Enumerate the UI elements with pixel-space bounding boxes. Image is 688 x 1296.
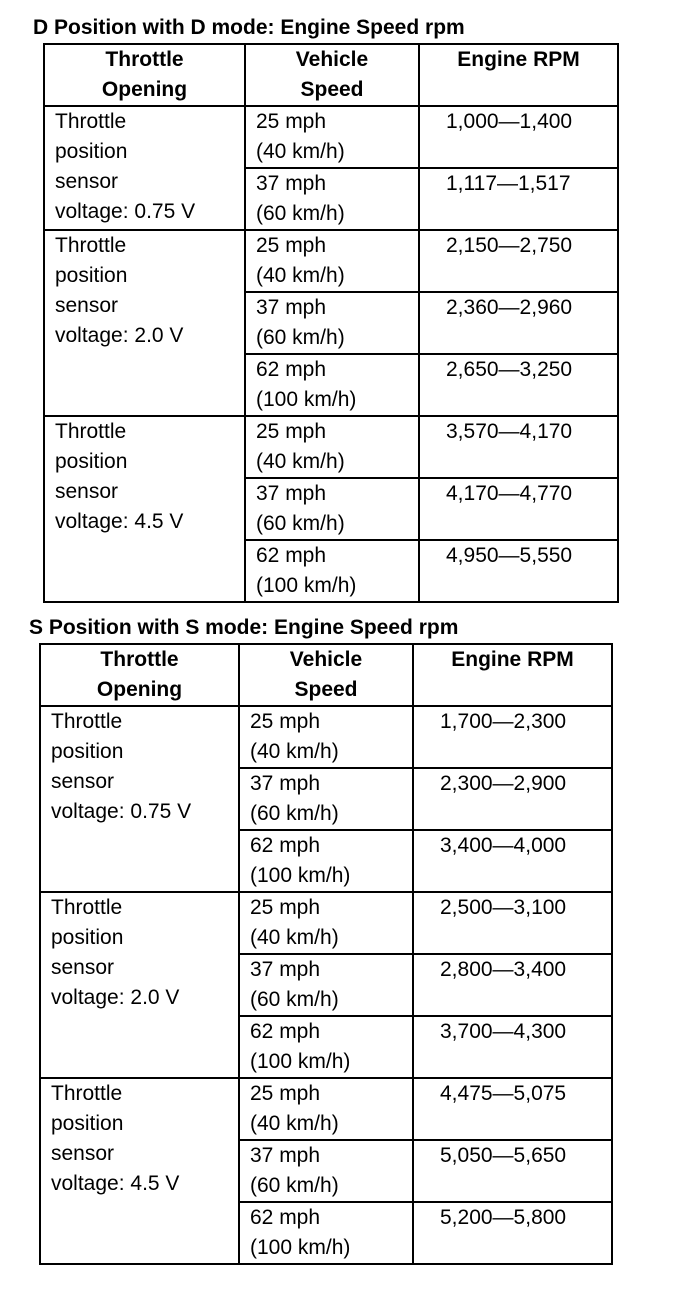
vehicle-speed-cell: 25 mph (40 km/h) (239, 1078, 413, 1140)
engine-rpm-cell: 2,500—3,100 (413, 892, 612, 954)
engine-rpm-cell: 5,200—5,800 (413, 1202, 612, 1264)
engine-rpm-cell: 2,360—2,960 (419, 292, 618, 354)
s-position-title: S Position with S mode: Engine Speed rpm (29, 616, 459, 639)
vehicle-speed-cell: 37 mph (60 km/h) (239, 1140, 413, 1202)
table-row (40, 1078, 612, 1140)
vehicle-speed-cell: 25 mph (40 km/h) (239, 892, 413, 954)
engine-rpm-cell: 2,650—3,250 (419, 354, 618, 416)
table-row (40, 892, 612, 954)
vehicle-speed-cell: 62 mph (100 km/h) (239, 1016, 413, 1078)
table-row (44, 106, 618, 168)
header-engine-rpm: Engine RPM (419, 44, 618, 106)
engine-rpm-cell: 1,700—2,300 (413, 706, 612, 768)
throttle-opening-cell: Throttle position sensor voltage: 0.75 V (40, 706, 239, 892)
header-throttle-opening: Throttle Opening (40, 644, 239, 706)
vehicle-speed-cell: 37 mph (60 km/h) (239, 768, 413, 830)
throttle-opening-cell: Throttle position sensor voltage: 0.75 V (44, 106, 245, 230)
d-position-table (43, 43, 619, 603)
vehicle-speed-cell: 62 mph (100 km/h) (245, 540, 419, 602)
engine-rpm-cell: 4,950—5,550 (419, 540, 618, 602)
engine-rpm-cell: 3,570—4,170 (419, 416, 618, 478)
vehicle-speed-cell: 37 mph (60 km/h) (245, 478, 419, 540)
vehicle-speed-cell: 25 mph (40 km/h) (245, 106, 419, 168)
vehicle-speed-cell: 62 mph (100 km/h) (239, 830, 413, 892)
vehicle-speed-cell: 37 mph (60 km/h) (245, 168, 419, 230)
table-row (44, 416, 618, 478)
engine-rpm-cell: 2,300—2,900 (413, 768, 612, 830)
header-throttle-opening: Throttle Opening (44, 44, 245, 106)
d-position-title: D Position with D mode: Engine Speed rpm (33, 16, 465, 39)
header-vehicle-speed: Vehicle Speed (239, 644, 413, 706)
engine-rpm-cell: 3,700—4,300 (413, 1016, 612, 1078)
table-row (44, 230, 618, 292)
header-engine-rpm: Engine RPM (413, 644, 612, 706)
throttle-opening-cell: Throttle position sensor voltage: 2.0 V (40, 892, 239, 1078)
vehicle-speed-cell: 62 mph (100 km/h) (239, 1202, 413, 1264)
engine-rpm-cell: 5,050—5,650 (413, 1140, 612, 1202)
engine-rpm-cell: 2,150—2,750 (419, 230, 618, 292)
vehicle-speed-cell: 37 mph (60 km/h) (239, 954, 413, 1016)
throttle-opening-cell: Throttle position sensor voltage: 4.5 V (40, 1078, 239, 1264)
table-row (40, 706, 612, 768)
engine-rpm-cell: 2,800—3,400 (413, 954, 612, 1016)
engine-rpm-cell: 1,117—1,517 (419, 168, 618, 230)
engine-rpm-cell: 4,170—4,770 (419, 478, 618, 540)
engine-rpm-cell: 3,400—4,000 (413, 830, 612, 892)
s-position-table (39, 643, 613, 1265)
engine-rpm-cell: 1,000—1,400 (419, 106, 618, 168)
engine-rpm-cell: 4,475—5,075 (413, 1078, 612, 1140)
vehicle-speed-cell: 37 mph (60 km/h) (245, 292, 419, 354)
header-vehicle-speed: Vehicle Speed (245, 44, 419, 106)
table-header-row (40, 644, 612, 706)
vehicle-speed-cell: 25 mph (40 km/h) (245, 416, 419, 478)
table-header-row (44, 44, 618, 106)
vehicle-speed-cell: 25 mph (40 km/h) (239, 706, 413, 768)
vehicle-speed-cell: 62 mph (100 km/h) (245, 354, 419, 416)
throttle-opening-cell: Throttle position sensor voltage: 2.0 V (44, 230, 245, 416)
vehicle-speed-cell: 25 mph (40 km/h) (245, 230, 419, 292)
throttle-opening-cell: Throttle position sensor voltage: 4.5 V (44, 416, 245, 602)
